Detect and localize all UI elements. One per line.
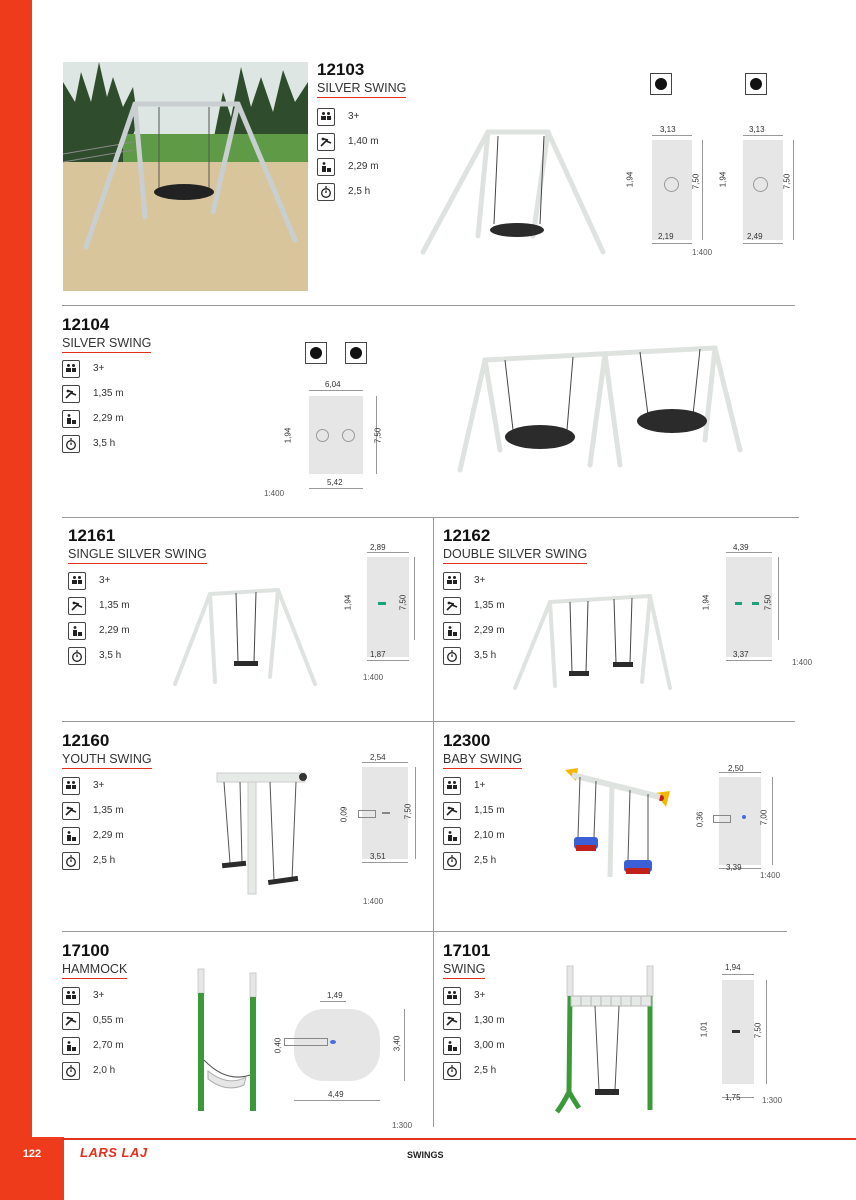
plan-drawing-17101: 1,94 1,01 7,50 1,75 <box>700 960 810 1110</box>
product-title: SILVER SWING <box>62 337 151 353</box>
install-icon <box>443 622 461 640</box>
stopwatch-icon <box>62 852 80 870</box>
page-number: 122 <box>22 1148 42 1160</box>
install-icon <box>443 827 461 845</box>
plan-drawing-12104: 6,04 1,94 7,50 5,42 <box>283 380 383 487</box>
install-icon <box>62 827 80 845</box>
age-value: 3+ <box>99 575 111 586</box>
product-code: 12161 <box>68 526 116 545</box>
footer-rule <box>62 1138 856 1140</box>
row-divider <box>62 721 795 722</box>
scale-label: 1:300 <box>392 1121 413 1130</box>
product-code: 12103 <box>317 60 365 79</box>
row-divider <box>62 517 799 518</box>
height-value: 1,30 m <box>474 1015 505 1026</box>
product-render-17101 <box>555 962 665 1117</box>
product-title: BABY SWING <box>443 753 522 769</box>
install-icon <box>68 622 86 640</box>
area-value: 3,00 m <box>474 1040 505 1051</box>
product-code: 12104 <box>62 315 110 334</box>
children-icon <box>62 777 80 795</box>
product-title: YOUTH SWING <box>62 753 152 769</box>
age-value: 3+ <box>93 780 105 791</box>
page-number-box <box>0 1137 64 1200</box>
scale-label: 1:300 <box>762 1096 783 1105</box>
height-value: 1,40 m <box>348 136 379 147</box>
age-value: 3+ <box>93 990 105 1001</box>
plan-drawing-17100: 1,49 0,40 3,40 4,49 <box>280 985 420 1110</box>
scale-label: 1:400 <box>264 489 285 498</box>
product-title: SILVER SWING <box>317 82 406 98</box>
time-value: 2,5 h <box>348 186 371 197</box>
product-render-12103 <box>418 124 608 264</box>
scale-label: 1:400 <box>363 897 384 906</box>
install-icon <box>62 1037 80 1055</box>
product-code: 12300 <box>443 731 491 750</box>
page-side-bar <box>0 0 32 1200</box>
product-code: 12162 <box>443 526 491 545</box>
stopwatch-icon <box>317 183 335 201</box>
children-icon <box>443 777 461 795</box>
height-value: 1,15 m <box>474 805 505 816</box>
area-value: 2,29 m <box>93 413 124 424</box>
area-value: 2,29 m <box>348 161 379 172</box>
children-icon <box>62 360 80 378</box>
plan-drawing-12103-b: 3,13 1,94 7,50 2,49 <box>719 125 819 265</box>
product-render-17100 <box>188 965 268 1115</box>
fall-height-icon <box>443 802 461 820</box>
install-icon <box>317 158 335 176</box>
age-value: 1+ <box>474 780 486 791</box>
product-title: SWING <box>443 963 485 979</box>
fall-height-icon <box>68 597 86 615</box>
children-icon <box>317 108 335 126</box>
time-value: 2,5 h <box>474 855 497 866</box>
scale-label: 1:400 <box>692 248 713 257</box>
product-title: HAMMOCK <box>62 963 127 979</box>
children-icon <box>443 572 461 590</box>
install-icon <box>443 1037 461 1055</box>
fall-height-icon <box>62 802 80 820</box>
stopwatch-icon <box>443 852 461 870</box>
product-render-12160 <box>212 768 312 898</box>
stopwatch-icon <box>62 435 80 453</box>
product-code: 12160 <box>62 731 110 750</box>
plan-drawing-12103-a: 3,13 1,94 7,50 2,19 <box>620 125 780 265</box>
fall-height-icon <box>62 1012 80 1030</box>
height-value: 1,35 m <box>93 805 124 816</box>
fall-height-icon <box>443 597 461 615</box>
height-value: 1,35 m <box>99 600 130 611</box>
area-value: 2,10 m <box>474 830 505 841</box>
product-code: 17100 <box>62 941 110 960</box>
age-value: 3+ <box>348 111 360 122</box>
area-value: 2,29 m <box>474 625 505 636</box>
children-icon <box>443 987 461 1005</box>
time-value: 2,5 h <box>474 1065 497 1076</box>
stopwatch-icon <box>62 1062 80 1080</box>
age-value: 3+ <box>474 990 486 1001</box>
fall-height-icon <box>317 133 335 151</box>
height-value: 1,35 m <box>93 388 124 399</box>
fall-height-icon <box>443 1012 461 1030</box>
stopwatch-icon <box>443 1062 461 1080</box>
product-title: SINGLE SILVER SWING <box>68 548 207 564</box>
safety-zone-seal <box>650 73 672 95</box>
safety-zone-seal <box>745 73 767 95</box>
area-value: 2,29 m <box>93 830 124 841</box>
install-icon <box>62 410 80 428</box>
brand-logo: LARS LAJ <box>80 1145 148 1160</box>
height-value: 1,35 m <box>474 600 505 611</box>
product-code: 17101 <box>443 941 491 960</box>
area-value: 2,70 m <box>93 1040 124 1051</box>
plan-drawing-12160: 2,54 0,09 7,50 3,51 <box>340 750 440 880</box>
children-icon <box>68 572 86 590</box>
plan-drawing-12161: 2,89 1,94 7,50 1,87 <box>340 540 440 690</box>
plan-drawing-12162: 4,39 1,94 7,50 3,37 <box>700 540 810 690</box>
stopwatch-icon <box>443 647 461 665</box>
height-value: 0,55 m <box>93 1015 124 1026</box>
age-value: 3+ <box>474 575 486 586</box>
scale-label: 1:400 <box>792 658 813 667</box>
product-render-12162 <box>510 590 675 695</box>
time-value: 3,5 h <box>474 650 497 661</box>
age-value: 3+ <box>93 363 105 374</box>
area-value: 2,29 m <box>99 625 130 636</box>
safety-zone-seal <box>305 342 327 364</box>
row-divider <box>62 305 795 306</box>
time-value: 2,5 h <box>93 855 116 866</box>
time-value: 3,5 h <box>93 438 116 449</box>
product-render-12300 <box>560 765 675 885</box>
product-render-12104 <box>455 340 745 480</box>
product-photo-12103 <box>63 62 308 291</box>
time-value: 3,5 h <box>99 650 122 661</box>
scale-label: 1:400 <box>363 673 384 682</box>
plan-drawing-12300: 2,50 0,36 7,00 3,39 <box>700 760 810 885</box>
safety-zone-seal <box>345 342 367 364</box>
product-render-12161 <box>170 582 320 692</box>
scale-label: 1:400 <box>760 871 781 880</box>
product-title: DOUBLE SILVER SWING <box>443 548 587 564</box>
time-value: 2,0 h <box>93 1065 116 1076</box>
section-name: SWINGS <box>407 1150 444 1160</box>
stopwatch-icon <box>68 647 86 665</box>
row-divider <box>62 931 787 932</box>
children-icon <box>62 987 80 1005</box>
fall-height-icon <box>62 385 80 403</box>
